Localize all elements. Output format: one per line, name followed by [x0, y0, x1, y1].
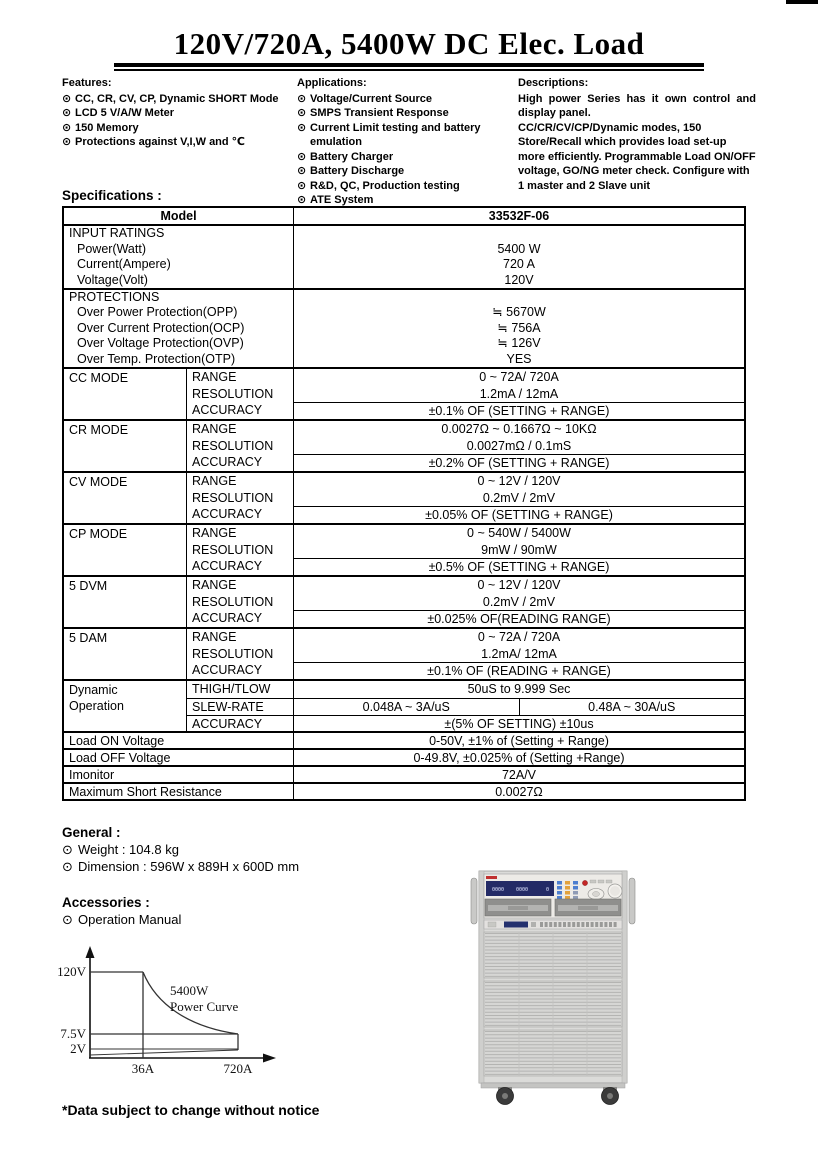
application-text: SMPS Transient Response: [310, 107, 449, 119]
bullet-icon: ⊙: [62, 859, 73, 874]
accuracy-label: ACCURACY: [192, 611, 263, 625]
device-lcd-digit-small: 0: [546, 887, 550, 893]
feature-text: CC, CR, CV, CP, Dynamic SHORT Mode: [75, 92, 279, 105]
spec-value: ≒ 5670W: [492, 305, 546, 320]
mode-name: 5 DAM: [69, 631, 108, 645]
table-row: [64, 731, 744, 748]
bullet-icon: ⊙: [62, 912, 73, 927]
device-control-strip: [484, 920, 622, 929]
dynamic-operation-row: [64, 679, 744, 731]
feature-text: LCD 5 V/A/W Meter: [75, 107, 175, 119]
xtick-36a: 36A: [131, 1061, 155, 1076]
general-text: Dimension : 596W x 889H x 600D mm: [78, 859, 300, 874]
spec-table: [62, 206, 746, 801]
application-item: [297, 179, 515, 194]
spec-value: 0-50V, ±1% of (Setting + Range): [429, 733, 609, 748]
accuracy-label: ACCURACY: [192, 403, 263, 417]
accuracy-label: ACCURACY: [192, 663, 263, 677]
footnote: *Data subject to change without notice: [62, 1102, 320, 1118]
mode-row-dvm: [64, 575, 744, 627]
range-value: 0 ~ 12V / 120V: [477, 578, 561, 593]
bullet-icon: ⊙: [297, 121, 307, 134]
device-front-panel: [484, 874, 622, 918]
table-row: [64, 782, 744, 799]
descriptions-heading: Descriptions:: [518, 77, 589, 89]
accessories-heading: Accessories :: [62, 895, 150, 910]
bullet-icon: ⊙: [62, 842, 73, 857]
mode-name: CV MODE: [69, 475, 128, 489]
accuracy-value: ±0.5% OF (SETTING + RANGE): [294, 558, 744, 575]
spacer: [294, 290, 744, 305]
resolution-label: RESOLUTION: [192, 386, 274, 401]
features-heading: Features:: [62, 77, 112, 89]
mode-name: CR MODE: [69, 423, 129, 437]
application-item: [297, 164, 515, 179]
accessory-item: [62, 911, 392, 928]
ytick-2v: 2V: [70, 1041, 86, 1056]
spec-label: Load ON Voltage: [64, 733, 294, 748]
accuracy-label: ACCURACY: [187, 716, 294, 731]
mode-name: CC MODE: [69, 371, 129, 385]
descriptions-section: [518, 76, 756, 193]
curve-annotation: 5400W: [170, 983, 209, 998]
ytick-120v: 120V: [57, 964, 86, 979]
description-paragraph: CC/CR/CV/CP/Dynamic modes, 150 Store/Recall which provides load set-up more efficiently. Programmable Load ON/OFF voltage, GO/NG meter check. Configure with 1 master and 2 Slave unit: [518, 121, 756, 192]
slew-rate-low: 0.048A ~ 3A/uS: [362, 700, 450, 714]
general-section: [62, 824, 392, 875]
range-label: RANGE: [192, 422, 237, 436]
thigh-tlow-value: 50uS to 9.999 Sec: [467, 682, 571, 696]
spec-value: 72A/V: [501, 767, 537, 782]
specifications-heading: Specifications :: [62, 188, 162, 203]
application-item: [297, 92, 515, 107]
device-brand-badge: [486, 876, 497, 879]
dynamic-accuracy-row: [187, 715, 744, 731]
accuracy-label: ACCURACY: [192, 455, 263, 469]
page-title: 120V/720A, 5400W DC Elec. Load: [173, 26, 645, 61]
bullet-icon: ⊙: [297, 179, 307, 192]
power-curve-chart: [48, 942, 318, 1092]
spec-label: Current(Ampere): [77, 257, 171, 271]
device-nav-pad: [588, 889, 604, 900]
bullet-icon: ⊙: [62, 107, 72, 119]
accuracy-value: ±0.1% OF (SETTING + RANGE): [294, 402, 744, 419]
device-rotary-knob: [608, 884, 622, 898]
spec-value: ≒ 126V: [497, 336, 541, 351]
spec-label: Maximum Short Resistance: [64, 784, 294, 799]
mode-name: 5 DVM: [69, 579, 108, 593]
mode-row-cv: [64, 471, 744, 523]
spec-value: 0-49.8V, ±0.025% of (Setting +Range): [413, 750, 625, 765]
range-value: 0 ~ 12V / 120V: [477, 474, 561, 489]
table-row: [64, 765, 744, 782]
mode-row-cp: [64, 523, 744, 575]
bullet-icon: ⊙: [297, 107, 307, 119]
slew-rate-high: 0.48A ~ 30A/uS: [519, 699, 745, 715]
device-power-button: [582, 880, 587, 885]
resolution-label: RESOLUTION: [192, 594, 274, 609]
resolution-label: RESOLUTION: [192, 490, 274, 505]
spec-label: Over Power Protection(OPP): [77, 305, 238, 320]
general-item: [62, 841, 392, 858]
spec-value: 5400 W: [497, 241, 541, 256]
mode-row-cr: [64, 419, 744, 471]
feature-text: 150 Memory: [75, 121, 139, 134]
bullet-icon: ⊙: [62, 121, 72, 134]
bullet-icon: ⊙: [297, 194, 307, 206]
accuracy-value: ±0.1% OF (READING + RANGE): [294, 662, 744, 679]
resolution-value: 1.2mA/ 12mA: [481, 646, 557, 661]
accuracy-value: ±0.2% OF (SETTING + RANGE): [294, 454, 744, 471]
range-label: RANGE: [192, 630, 237, 644]
title-divider: [114, 63, 704, 71]
application-item: [297, 106, 515, 121]
mode-row-cc: [64, 367, 744, 419]
device-lcd-digits-right: 0000: [516, 887, 529, 893]
resolution-label: RESOLUTION: [192, 438, 274, 453]
accessories-section: [62, 894, 392, 928]
features-section: [62, 76, 294, 150]
bullet-icon: ⊙: [62, 92, 72, 105]
group-title: PROTECTIONS: [69, 290, 160, 304]
accuracy-label: ACCURACY: [192, 559, 263, 573]
resolution-label: RESOLUTION: [192, 542, 274, 557]
application-text: ATE System: [310, 194, 374, 206]
general-heading: General :: [62, 825, 121, 840]
resolution-value: 0.0027mΩ / 0.1mS: [466, 438, 572, 453]
spec-label: Imonitor: [64, 767, 294, 782]
accessory-text: Operation Manual: [78, 912, 182, 927]
spec-label: Power(Watt): [77, 241, 146, 256]
resolution-value: 0.2mV / 2mV: [482, 594, 556, 609]
resolution-value: 1.2mA / 12mA: [479, 386, 559, 401]
input-ratings-row: [64, 224, 744, 288]
application-text: R&D, QC, Production testing: [310, 179, 460, 192]
resolution-label: RESOLUTION: [192, 646, 274, 661]
application-text: Current Limit testing and battery emulation: [310, 121, 481, 148]
range-value: 0.0027Ω ~ 0.1667Ω ~ 10KΩ: [441, 422, 597, 437]
bullet-icon: ⊙: [297, 92, 307, 105]
thigh-tlow-row: [187, 681, 744, 698]
feature-item: [62, 121, 294, 136]
mode-name: CP MODE: [69, 527, 128, 541]
application-text: Voltage/Current Source: [310, 92, 433, 105]
bullet-icon: ⊙: [297, 165, 307, 177]
device-small-keys: [590, 880, 612, 883]
thigh-tlow-label: THIGH/TLOW: [187, 681, 294, 698]
spec-label: Voltage(Volt): [77, 272, 148, 287]
slew-rate-label: SLEW-RATE: [187, 699, 294, 715]
application-text: Battery Charger: [310, 150, 394, 163]
group-title: INPUT RATINGS: [69, 226, 165, 240]
accuracy-value: ±0.025% OF(READING RANGE): [294, 610, 744, 627]
slew-rate-row: [187, 698, 744, 715]
application-item: [297, 150, 515, 165]
spec-label: Load OFF Voltage: [64, 750, 294, 765]
table-row: [64, 748, 744, 765]
general-text: Weight : 104.8 kg: [78, 842, 179, 857]
model-label: Model: [64, 208, 294, 224]
spec-label: Over Current Protection(OCP): [77, 320, 245, 335]
device-base-and-casters: [481, 1083, 625, 1105]
application-item: [297, 121, 515, 150]
resolution-value: 9mW / 90mW: [481, 542, 557, 557]
table-header-row: [64, 208, 744, 224]
bullet-icon: ⊙: [297, 150, 307, 163]
bullet-icon: ⊙: [62, 136, 72, 148]
general-item: [62, 858, 392, 875]
feature-item: [62, 106, 294, 121]
spec-value: YES: [506, 351, 532, 366]
scan-artifact: [786, 0, 818, 4]
ytick-7-5v: 7.5V: [60, 1026, 86, 1041]
device-louver-panels: [484, 932, 622, 1076]
spacer: [294, 226, 744, 242]
range-value: 0 ~ 72A / 720A: [477, 630, 561, 645]
curve-annotation: Power Curve: [170, 999, 239, 1014]
range-label: RANGE: [192, 474, 237, 488]
range-label: RANGE: [192, 370, 237, 384]
protections-row: [64, 288, 744, 367]
range-label: RANGE: [192, 578, 237, 592]
mode-row-dam: [64, 627, 744, 679]
spec-value: 0.0027Ω: [495, 784, 543, 799]
application-text: Battery Discharge: [310, 165, 405, 177]
range-label: RANGE: [192, 526, 237, 540]
resolution-value: 0.2mV / 2mV: [482, 490, 556, 505]
applications-section: [297, 76, 515, 208]
spec-value: ≒ 756A: [497, 320, 541, 335]
accuracy-value: ±0.05% OF (SETTING + RANGE): [294, 506, 744, 523]
range-value: 0 ~ 540W / 5400W: [467, 526, 571, 541]
range-value: 0 ~ 72A/ 720A: [479, 370, 559, 385]
accuracy-value: ±(5% OF SETTING) ±10us: [444, 717, 594, 731]
chart-lines: [90, 972, 238, 1058]
xtick-720a: 720A: [223, 1061, 253, 1076]
mode-name: Dynamic Operation: [69, 683, 124, 713]
description-paragraph: High power Series has it own control and display panel.: [518, 92, 756, 119]
product-photo: [468, 866, 638, 1106]
spec-label: Over Temp. Protection(OTP): [77, 351, 236, 366]
spec-value: 120V: [504, 272, 534, 287]
spec-value: 720 A: [503, 257, 535, 271]
feature-item: [62, 92, 294, 107]
device-lcd-digits-left: 0000: [492, 887, 505, 893]
accuracy-label: ACCURACY: [192, 507, 263, 521]
feature-item: [62, 135, 294, 150]
spec-label: Over Voltage Protection(OVP): [77, 336, 244, 351]
model-value: 33532F-06: [488, 209, 550, 223]
feature-text: Protections against V,I,W and ℃: [75, 136, 246, 148]
applications-heading: Applications:: [297, 77, 367, 89]
